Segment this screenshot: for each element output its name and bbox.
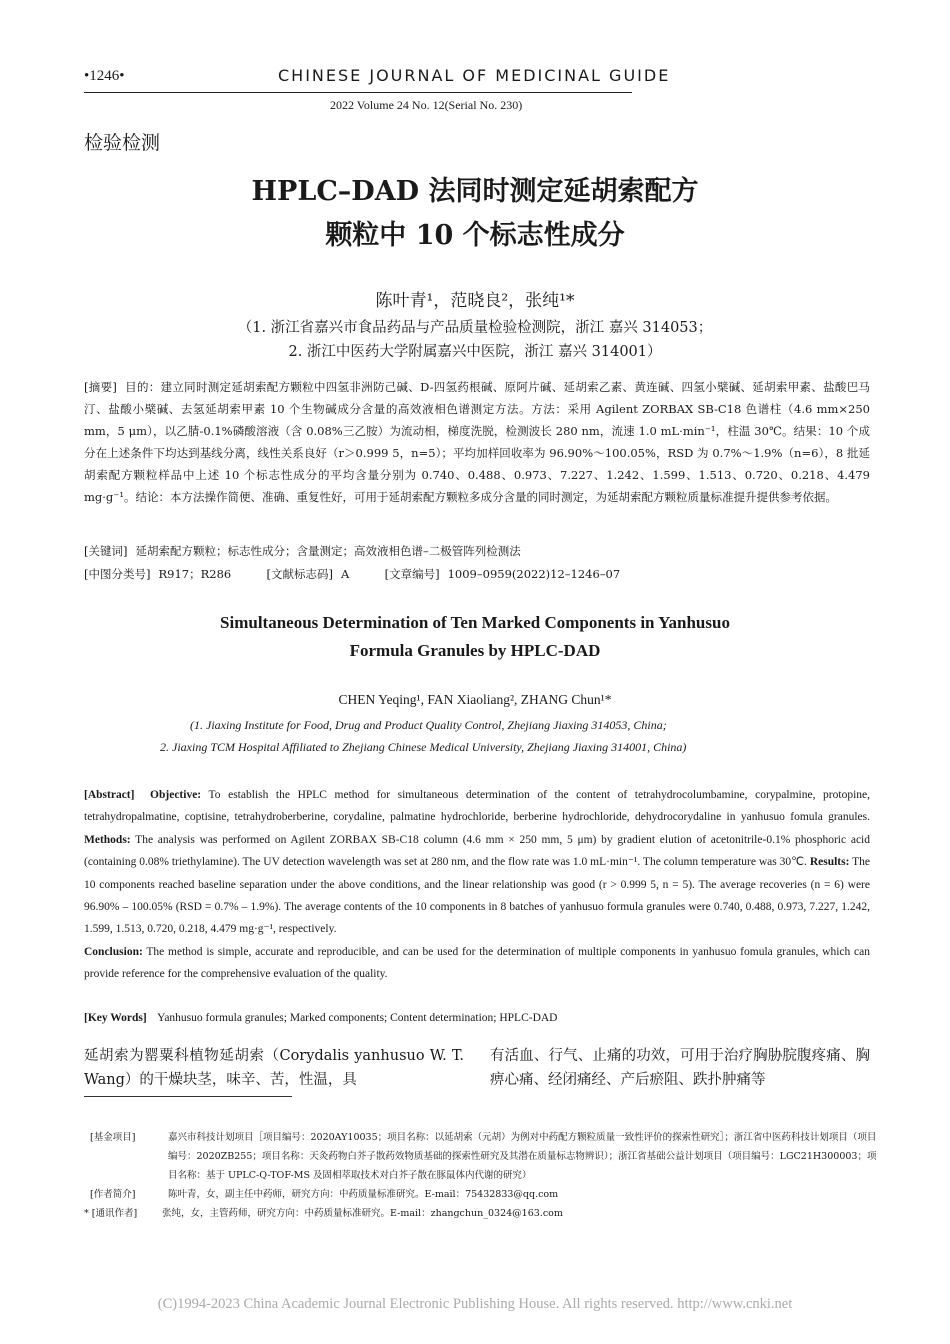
abstract-en-label: [Abstract] [84,789,135,801]
abstract-cn [84,376,870,508]
footnote-corresponding [84,1204,880,1223]
author-label: [作者简介] [90,1189,136,1200]
footnote-fund [84,1128,880,1185]
article-id-label: [文章编号] [384,567,440,581]
body-text-left: 延胡索为罂粟科植物延胡索（Corydalis yanhusuo W. T. Wang）的干燥块茎，味辛、苦，性温，具 [84,1048,464,1088]
abstract-cn-label: [摘要] [84,380,117,394]
title-en-line2: Formula Granules by HPLC-DAD [349,641,601,660]
fund-text: 嘉兴市科技计划项目［项目编号：2020AY10035；项目名称：以延胡索（元胡）为例对中药配方颗粒质量一致性评价的探索性研究］；浙江省中医药科技计划项目（项目编号：2020ZB255；项目名称：天灸药物白芥子散药效物质基础的探索性研究及其潜在质量标志物辨识）；浙江省基础公益计划项目（项目编号：LGC21H300003；项目名称：基于 UPLC-Q-TOF-MS 及固相萃取技术对白芥子散在豚鼠体内代谢的研究） [168,1132,877,1181]
title-cn-line2: 颗粒中 10 个标志性成分 [325,220,625,251]
page-number: •1246• [84,68,125,84]
author-text: 陈叶青，女，副主任中药师，研究方向：中药质量标准研究。E-mail：75432833@qq.com [168,1189,559,1200]
doc-code-label: [文献标志码] [266,567,333,581]
objective-text: To establish the HPLC method for simultaneous determination of the content of tetrahydrocolumbamine, corypalmine, protopine, tetrahydropalmatine, coptisine, tetrahydroberberine, corydaline, palmatine hydrochloride, berberine hydrochloride, dehydrocorydaline in yanhusuo fomula granules. [84,789,870,824]
abstract-en [84,784,870,986]
authors-cn: 陈叶青¹，范晓良²，张纯¹* [375,291,575,311]
objective-label: Objective: [150,789,202,801]
footnote-rule [84,1096,292,1097]
corresponding-label: * [通讯作者] [84,1208,138,1219]
footnote-author [84,1185,880,1204]
keywords-cn-label: [关键词] [84,544,128,558]
corresponding-text: 张纯，女，主管药师，研究方向：中药质量标准研究。E-mail：zhangchun_0324@163.com [162,1208,563,1219]
affiliation-en-line2: 2. Jiaxing TCM Hospital Affiliated to Zhejiang Chinese Medical University, Zhejiang Jiaxing 314001, China) [160,740,687,754]
footnotes [84,1128,880,1223]
copyright-footer: (C)1994-2023 China Academic Journal Electronic Publishing House. All rights reserved. http://www.cnki.net [157,1296,793,1312]
methods-text: The analysis was performed on Agilent ZORBAX SB-C18 column (4.6 mm × 250 mm, 5 μm) by gradient elution of acetonitrile-0.1% phosphoric acid (containing 0.08% triethylamine). The UV detection wavelength was set at 280 nm, and the flow rate was 1.0 mL·min⁻¹. The column temperature was 30℃. [84,833,870,869]
keywords-en [84,1012,870,1024]
clc-label: [中图分类号] [84,567,151,581]
title-en-line1: Simultaneous Determination of Ten Marked Components in Yanhusuo [220,613,730,632]
abstract-cn-text: 目的：建立同时测定延胡索配方颗粒中四氢非洲防己碱、D-四氢药根碱、原阿片碱、延胡索乙素、黄连碱、四氢小檗碱、延胡索甲素、盐酸巴马汀、盐酸小檗碱、去氢延胡索甲素 10 个生物碱成分含量的高效液相色谱测定方法。方法：采用 Agilent ZORBAX SB-C18 色谱柱（4.6 mm×250 mm，5 μm），以乙腈-0.1%磷酸溶液（含 0.08%三乙胺）为流动相，梯度洗脱，检测波长 280 nm，流速 1.0 mL·min⁻¹，柱温 30℃。结果：10 个成分在上述条件下均达到基线分离，线性关系良好（r＞0.999 5，n=5）；平均加样回收率为 96.90%～100.05%，RSD 为 0.7%～1.9%（n=6），8 批延胡索配方颗粒样品中上述 10 个标志性成分的平均含量分别为 0.740、0.488、0.973、7.227、1.242、1.599、1.513、0.720、0.218、4.479 mg·g⁻¹。结论：本方法操作简便、准确、重复性好，可用于延胡索配方颗粒多成分含量的同时测定，为延胡索配方颗粒质量标准提升提供参考依据。 [84,380,870,504]
doc-code-value: A [341,567,350,581]
keywords-cn [84,540,870,562]
results-label: Results: [809,856,850,869]
body-text-right: 有活血、行气、止痛的功效，可用于治疗胸胁脘腹疼痛、胸痹心痛、经闭痛经、产后瘀阻、跌扑肿痛等 [490,1048,870,1088]
header-rule [84,92,632,93]
clc-value: R917；R286 [158,567,232,581]
title-cn-line1: HPLC–DAD 法同时测定延胡索配方 [251,176,699,207]
keywords-cn-text: 延胡索配方颗粒；标志性成分；含量测定；高效液相色谱–二极管阵列检测法 [135,544,521,558]
column-name: 检验检测 [84,132,161,154]
article-id-value: 1009–0959(2022)12–1246–07 [447,567,621,581]
fund-label: [基金项目] [90,1132,136,1143]
conclusion-text: The method is simple, accurate and reproducible, and can be used for the determination of multiple components in yanhusuo fomula granules, which can provide reference for the comprehensive evaluation of the quality. [84,945,870,981]
conclusion-label: Conclusion: [84,945,143,958]
keywords-en-label: [Key Words] [84,1012,147,1024]
methods-label: Methods: [84,833,131,846]
journal-name: CHINESE JOURNAL OF MEDICINAL GUIDE [278,66,671,85]
issue-line: 2022 Volume 24 No. 12(Serial No. 230) [330,98,523,112]
classification-line [84,563,870,585]
affiliation-en-line1: (1. Jiaxing Institute for Food, Drug and Product Quality Control, Zhejiang Jiaxing 314053, China; [190,718,667,732]
affiliation-cn-line2: 2. 浙江中医药大学附属嘉兴中医院，浙江 嘉兴 314001） [288,344,662,360]
keywords-en-text: Yanhusuo formula granules; Marked components; Content determination; HPLC-DAD [157,1012,558,1024]
affiliation-cn-line1: （1. 浙江省嘉兴市食品药品与产品质量检验检测院，浙江 嘉兴 314053； [237,320,713,336]
authors-en: CHEN Yeqing¹, FAN Xiaoliang², ZHANG Chun¹* [338,692,612,707]
results-text: The 10 components reached baseline separation under the above conditions, and the linear relationship was good (r > 0.999 5, n = 5). The average recoveries (n = 6) were 96.90% – 100.05% (RSD = 0.7% – 1.9%). The average contents of the 10 components in 8 batches of yanhusuo formula granules were 0.740, 0.488, 0.973, 7.227, 1.242, 1.599, 1.513, 0.720, 0.218, 4.479 mg·g⁻¹, respectively. [84,856,871,936]
